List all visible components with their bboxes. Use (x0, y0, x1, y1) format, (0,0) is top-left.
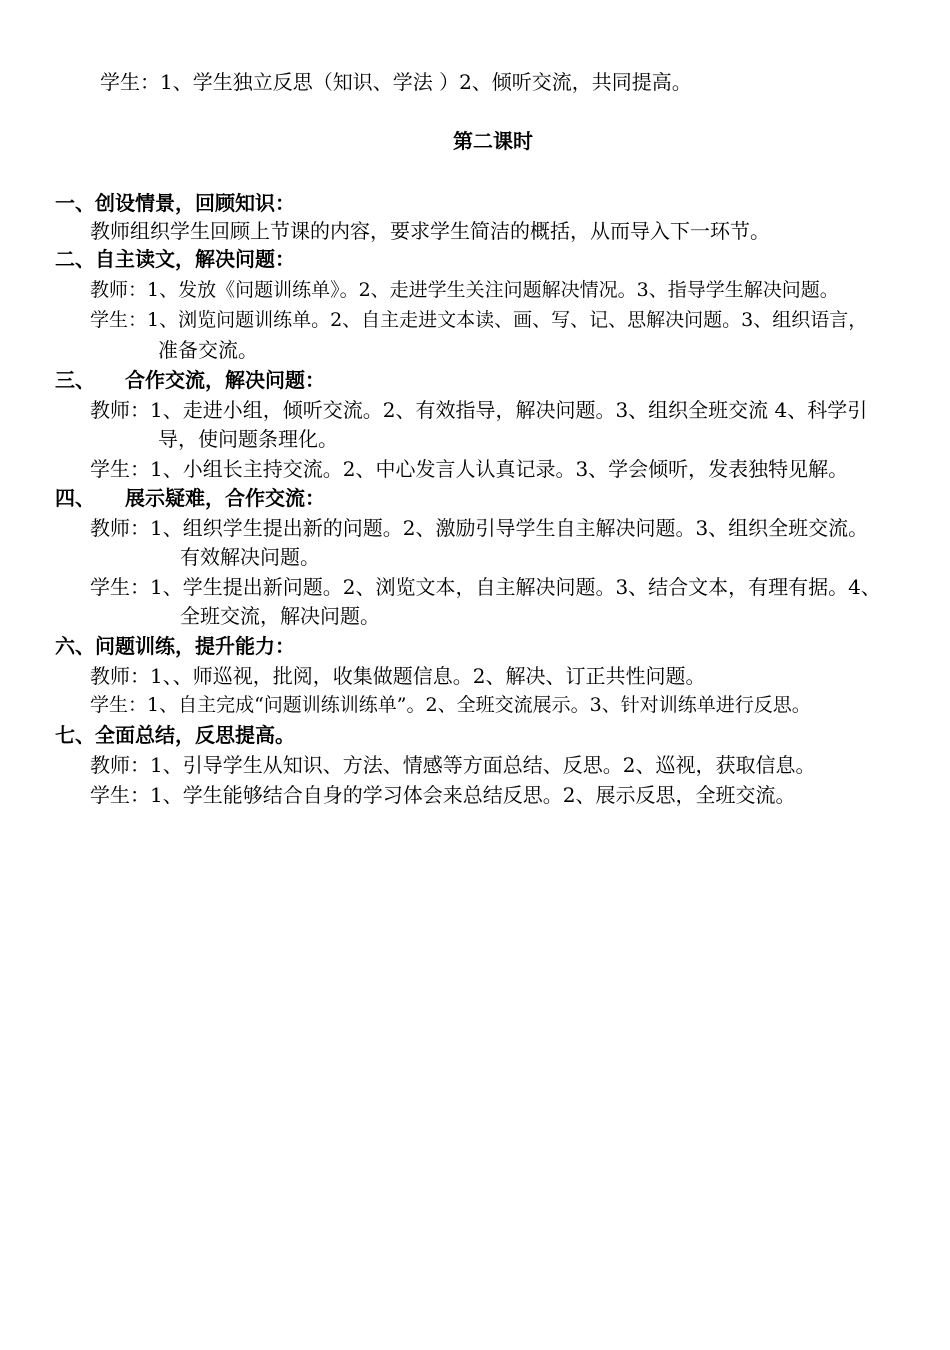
section-7-teacher-line: 教师：1、引导学生从知识、方法、情感等方面总结、反思。2、巡视，获取信息。 (90, 753, 816, 777)
section-3-student-line: 学生：1、小组长主持交流。2、中心发言人认真记录。3、学会倾听，发表独特见解。 (90, 457, 849, 481)
section-2-student-line: 学生：1、浏览问题训练单。2、自主走进文本读、画、写、记、思解决问题。3、组织语言， (90, 309, 868, 331)
section-4-student-line: 学生：1、学生提出新问题。2、浏览文本，自主解决问题。3、结合文本，有理有据。4、 (90, 575, 881, 599)
section-4-heading: 四、 展示疑难，合作交流： (55, 486, 325, 510)
section-6-heading: 六、问题训练，提升能力： (55, 634, 295, 658)
section-1-line-1: 教师组织学生回顾上节课的内容，要求学生简洁的概括，从而导入下一环节。 (90, 219, 770, 243)
section-4-teacher-line: 教师：1、组织学生提出新的问题。2、激励引导学生自主解决问题。3、组织全班交流。 (90, 516, 869, 540)
student-reflection-line: 学生：1、学生独立反思（知识、学法 ）2、倾听交流，共同提高。 (100, 70, 692, 94)
section-6-student-line: 学生：1、自主完成“问题训练训练单”。2、全班交流展示。3、针对训练单进行反思。 (90, 694, 811, 716)
section-2-teacher-line: 教师：1、发放《问题训练单》。2、走进学生关注问题解决情况。3、指导学生解决问题。 (90, 279, 839, 301)
lesson-title: 第二课时 (453, 129, 533, 153)
section-4-teacher-line-cont: 有效解决问题。 (180, 545, 320, 569)
section-7-heading: 七、全面总结，反思提高。 (55, 723, 295, 747)
section-7-student-line: 学生：1、学生能够结合自身的学习体会来总结反思。2、展示反思，全班交流。 (90, 783, 796, 807)
section-1-heading: 一、创设情景，回顾知识： (55, 191, 295, 215)
section-2-heading: 二、自主读文，解决问题： (55, 247, 295, 271)
section-4-student-line-cont: 全班交流，解决问题。 (180, 604, 380, 628)
section-3-heading: 三、 合作交流，解决问题： (55, 368, 325, 392)
section-3-teacher-line-cont: 导，使问题条理化。 (158, 427, 338, 451)
section-6-teacher-line: 教师：1、、师巡视，批阅，收集做题信息。2、解决、订正共性问题。 (90, 664, 706, 688)
section-3-teacher-line: 教师：1、走进小组，倾听交流。2、有效指导，解决问题。3、组织全班交流 4、科学引 (90, 398, 868, 422)
section-2-student-line-cont: 准备交流。 (158, 338, 258, 362)
